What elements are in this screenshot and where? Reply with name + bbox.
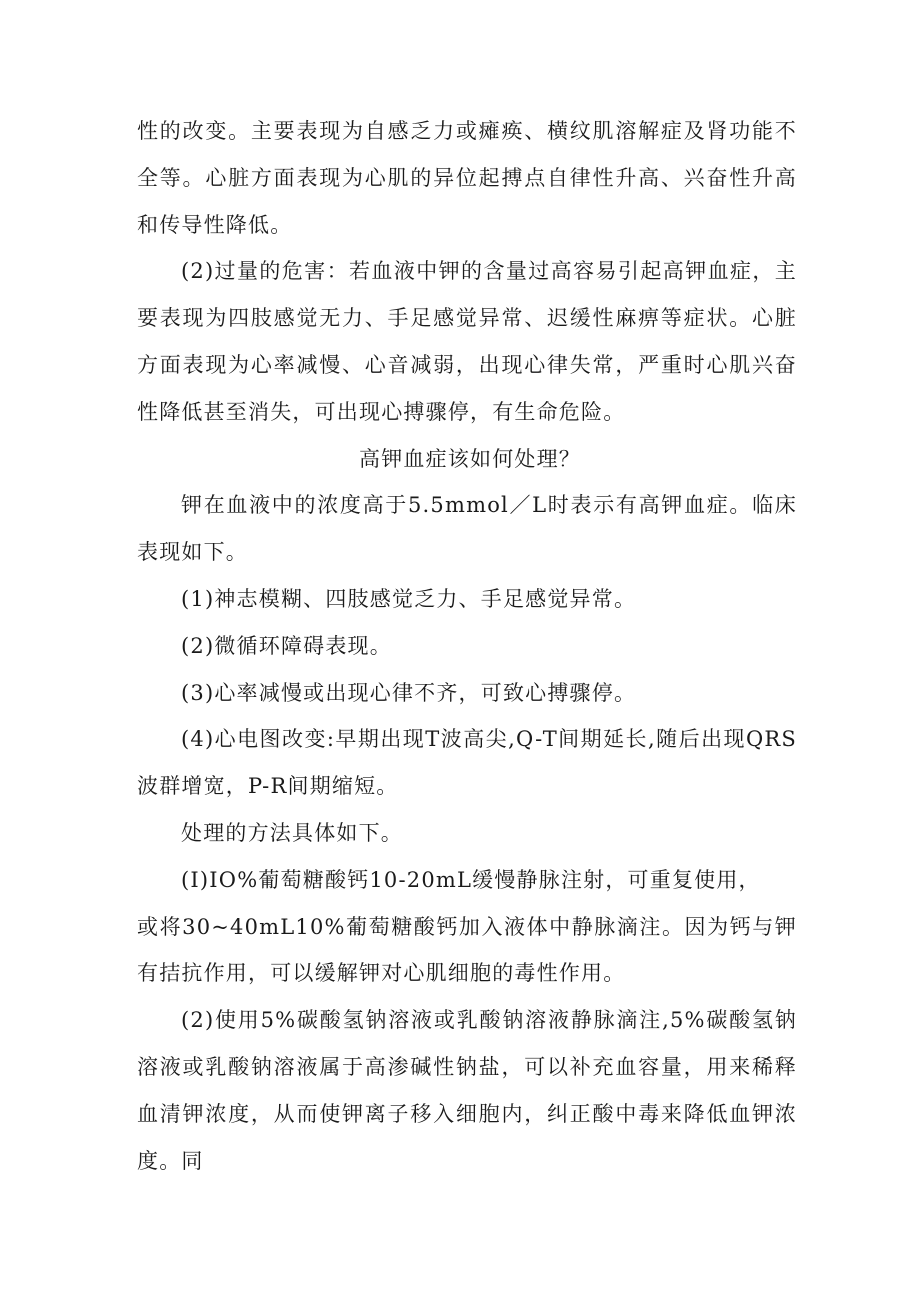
document-body (137, 108, 797, 1184)
paragraph-treatment-intro: 处理的方法具体如下。 (181, 820, 403, 845)
section-heading: 高钾血症该如何处理？ (359, 446, 581, 471)
list-item-symptom-3: (3)心率减慢或出现心律不齐，可致心搏骤停。 (181, 680, 637, 705)
paragraph-hyperkalemia-definition: 钾在血液中的浓度高于5.5mmol／L时表示有高钾血症。临床表现如下。 (137, 493, 797, 565)
paragraph-treatment-1-continued: 或将30~40mL10%葡萄糖酸钙加入液体中静脉滴注。因为钙与钾有拮抗作用，可以缓解钾对心肌细胞的毒性作用。 (137, 914, 797, 986)
list-item-symptom-2: (2)微循环障碍表现。 (181, 633, 392, 658)
paragraph-symptoms-deficiency: 性的改变。主要表现为自感乏力或瘫痪、横纹肌溶解症及肾功能不全等。心脏方面表现为心肌的异位起搏点自律性升高、兴奋性升高和传导性降低。 (137, 119, 797, 237)
list-item-symptom-1: (1)神志模糊、四肢感觉乏力、手足感觉异常。 (181, 586, 637, 611)
list-item-treatment-1: (I)IO%葡萄糖酸钙10-20mL缓慢静脉注射，可重复使用， (181, 867, 761, 892)
list-item-symptom-4: (4)心电图改变:早期出现T波高尖,Q-T间期延长,随后出现QRS波群增宽，P-R间期缩短。 (137, 727, 797, 799)
list-item-treatment-2: (2)使用5%碳酸氢钠溶液或乳酸钠溶液静脉滴注,5%碳酸氢钠溶液或乳酸钠溶液属于高渗碱性钠盐，可以补充血容量，用来稀释血清钾浓度，从而使钾离子移入细胞内，纠正酸中毒来降低血钾浓度。同 (137, 1008, 797, 1173)
paragraph-excess-harm: (2)过量的危害：若血液中钾的含量过高容易引起高钾血症，主要表现为四肢感觉无力、手足感觉异常、迟缓性麻痹等症状。心脏方面表现为心率减慢、心音减弱，出现心律失常，严重时心肌兴奋性降低甚至消失，可出现心搏骤停，有生命危险。 (137, 259, 797, 424)
